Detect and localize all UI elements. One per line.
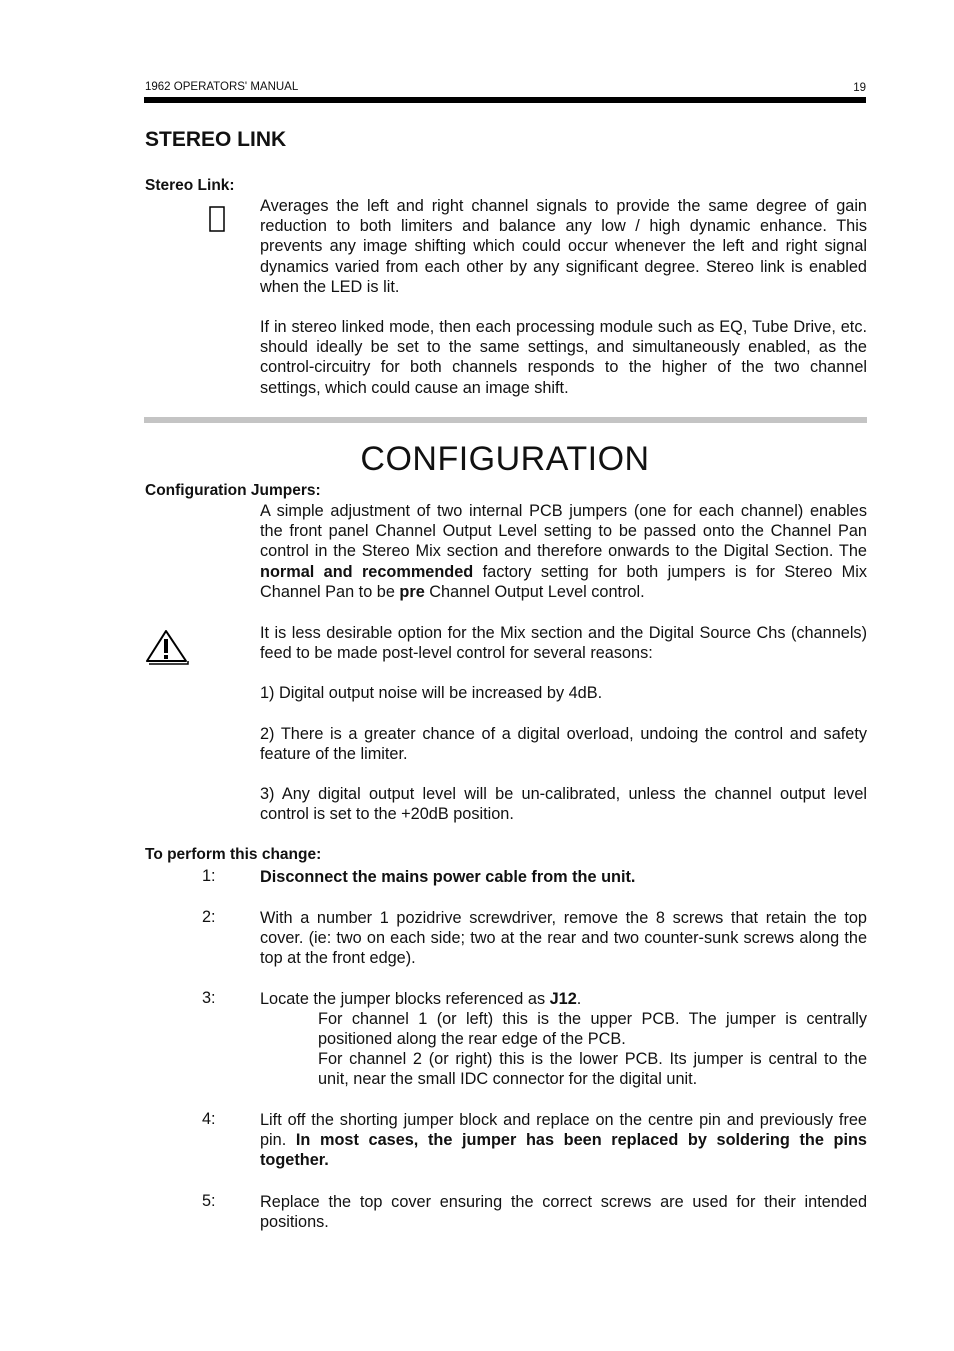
stereo-link-note: If in stereo linked mode, then each processing module such as EQ, Tube Drive, etc. should ideally be set to the same settings, and simultaneously enabled, as the control-circuitry for both channels responds to the higher of the two channel settings, which could cause an image shift. xyxy=(260,318,867,397)
header-rule xyxy=(144,97,866,103)
step-text: With a number 1 pozidrive screwdriver, remove the 8 screws that retain the top cover. (ie: two on each side; two at the rear and two counter-sunk screws along the top at the front edge). xyxy=(260,909,867,968)
configuration-jumpers-label: Configuration Jumpers: xyxy=(145,482,321,499)
step-number: 5: xyxy=(202,1192,216,1210)
step-text: Replace the top cover ensuring the correct screws are used for their intended positions. xyxy=(260,1193,867,1232)
step-number: 4: xyxy=(202,1110,216,1128)
section-divider xyxy=(144,417,867,423)
page-number: 19 xyxy=(853,82,866,94)
led-indicator-icon xyxy=(209,206,225,232)
warning-triangle-icon xyxy=(143,628,191,666)
stereo-link-heading: STEREO LINK xyxy=(145,128,287,151)
reason-3: 3) Any digital output level will be un-calibrated, unless the channel output level control is set to the +20dB position. xyxy=(260,785,867,824)
step-text: Disconnect the mains power cable from the unit. xyxy=(260,868,636,886)
step-text: Lift off the shorting jumper block and replace on the centre pin and previously free pin. In most cases, the jumper has been replaced by soldering the pins together. xyxy=(260,1111,867,1170)
configuration-jumpers-description: A simple adjustment of two internal PCB jumpers (one for each channel) enables the front panel Channel Output Level setting to be passed onto the Channel Pan control in the Stereo Mix section and therefore onwards to the Digital Section. The normal and recommended factory setting for both jumpers is for Stereo Mix Channel Pan to be pre Channel Output Level control. xyxy=(260,502,867,601)
step-text: Locate the jumper blocks referenced as J12. xyxy=(260,990,582,1008)
step-number: 1: xyxy=(202,867,216,885)
reason-2: 2) There is a greater chance of a digital overload, undoing the control and safety feature of the limiter. xyxy=(260,725,867,764)
running-header-title: 1962 OPERATORS' MANUAL xyxy=(145,81,299,93)
reason-1: 1) Digital output noise will be increased by 4dB. xyxy=(260,684,603,702)
post-level-warning: It is less desirable option for the Mix section and the Digital Source Chs (channels) feed to be made post-level control for several reasons: xyxy=(260,624,867,663)
step-subnote-channel-1: For channel 1 (or left) this is the upper PCB. The jumper is centrally positioned along the rear edge of the PCB. xyxy=(318,1010,867,1049)
procedure-label: To perform this change: xyxy=(145,846,322,863)
stereo-link-description: Averages the left and right channel signals to provide the same degree of gain reduction to both limiters and balance any low / high dynamic enhance. This prevents any image shifting which could occur whenever the left and right signal dynamics varied from each other by any significant degree. Stereo link is enabled when the LED is lit. xyxy=(260,197,867,296)
configuration-heading: CONFIGURATION xyxy=(360,440,650,478)
step-number: 3: xyxy=(202,989,216,1007)
step-subnote-channel-2: For channel 2 (or right) this is the lower PCB. Its jumper is central to the unit, near the small IDC connector for the digital unit. xyxy=(318,1050,867,1089)
stereo-link-label: Stereo Link: xyxy=(145,177,235,194)
step-number: 2: xyxy=(202,908,216,926)
